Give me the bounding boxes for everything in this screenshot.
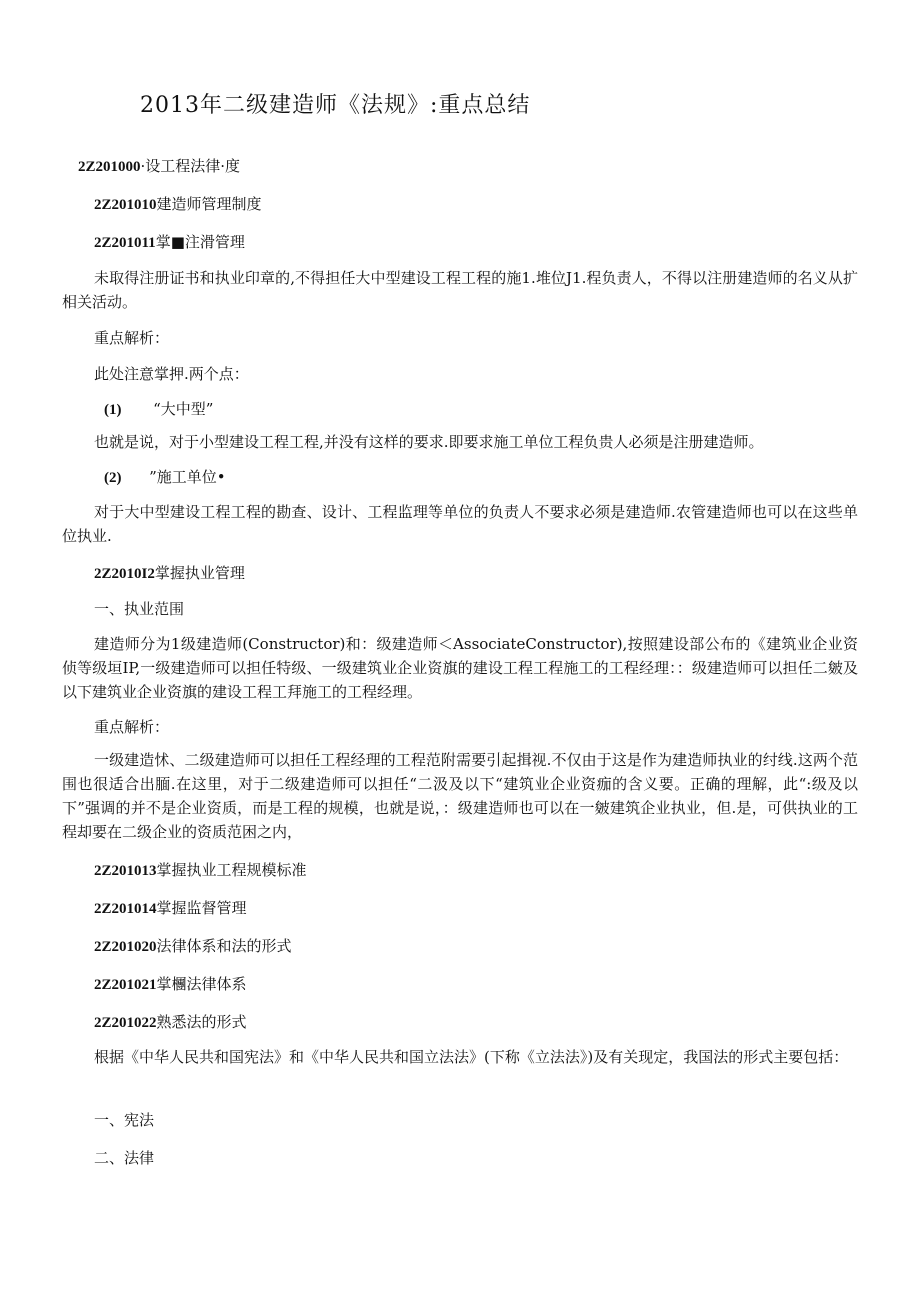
list-item-text: ”施工单位• — [149, 468, 226, 486]
section-title: 法律体系和法的形式 — [156, 937, 292, 955]
section-title: 掌■注滑管理 — [155, 233, 245, 251]
paragraph-small-projects: 也就是说，对于小型建设工程工程,并没有这样的要求.即要求施工单位工程负贵人必须是注册建造师。 — [94, 433, 764, 451]
section-heading-2z201014 — [94, 896, 247, 921]
section-code: 2Z201011 — [94, 235, 156, 251]
paragraph-registration: 未取得注册证书和执业印章的,不得担任大中型建设工程工程的施1.堆位J1.程负责人，不得以注册建造师的名义从扩相关活动。 — [62, 269, 858, 311]
section-heading-2z201013 — [94, 858, 307, 883]
list-item-number: (1) — [104, 402, 122, 418]
paragraph-survey-design: 对于大中型建设工程工程的勘查、设计、工程监理等单位的负责人不要求必须是建造师.农管建造师也可以在这些单位执业. — [62, 503, 858, 545]
section-code: 2Z201013 — [94, 863, 157, 879]
list-item-text: “大中型” — [153, 400, 214, 418]
key-analysis-label-2: 重点解析： — [94, 718, 170, 736]
section-title: 掌握执业管理 — [154, 564, 245, 582]
section-title: 掌檲法律体系 — [156, 975, 247, 993]
section-heading-2z201022 — [94, 1010, 247, 1035]
list-item-construction-unit — [104, 465, 226, 490]
list-item-number: (2) — [104, 470, 122, 486]
section-title: 建造师管理制度 — [156, 195, 262, 213]
list-item-constitution: 一、宪法 — [94, 1111, 155, 1129]
section-code: 2Z2010I2 — [94, 566, 155, 582]
section-title: 掌握执业工程规模标准 — [156, 861, 307, 879]
section-code: 2Z201021 — [94, 977, 157, 993]
section-code: 2Z201022 — [94, 1015, 157, 1031]
section-code: 2Z201014 — [94, 901, 157, 917]
subheading-practice-scope: 一、执业范围 — [94, 600, 185, 618]
paragraph-constructor-levels: 建造师分为1级建造师(Constructor)和：级建造师＜AssociateConstructor),按照建设部公布的《建筑业企业资侦等级垣IP,一级建造师可以担任特级、一级建筑业企业资旗的建设工程工程施工的工程经理：：级建造师可以担任二皴及以下建筑业企业资旗的建设工程工拜施工的工程经理。 — [62, 635, 858, 701]
key-analysis-label: 重点解析： — [94, 329, 170, 347]
page-title: 2013年二级建造师《法规》:重点总结 — [140, 93, 531, 118]
section-code: 2Z201010 — [94, 197, 157, 213]
section-heading-2z201021 — [94, 972, 247, 997]
section-title: ·设工程法律·度 — [140, 157, 241, 175]
section-heading-2z201000 — [78, 154, 240, 179]
list-item-law: 二、法律 — [94, 1149, 155, 1167]
list-item-large-medium — [104, 397, 213, 422]
section-code: 2Z201020 — [94, 939, 157, 955]
note-two-points: 此处注意掌押.两个点： — [94, 365, 249, 383]
section-heading-2z201010 — [94, 192, 262, 217]
paragraph-law-forms: 根据《中华人民共和国宪法》和《中华人民共和国立法法》(下称《立法法》)及有关现定，我国法的形式主要包括： — [94, 1048, 849, 1066]
section-title: 掌握监督管理 — [156, 899, 247, 917]
section-code: 2Z201000 — [78, 159, 141, 175]
section-title: 熟悉法的形式 — [156, 1013, 247, 1031]
section-heading-2z201011 — [94, 230, 245, 255]
paragraph-project-scope-analysis: 一级建造怵、二级建造师可以担任工程经理的工程范附需要引起揖视.不仅由于这是作为建造师执业的纣线.这两个范围也很适合出腼.在这里，对于二级建造师可以担任“二汲及以下“建筑业企业资痂的含义要。正确的理解，此“:级及以下”强调的并不是企业资质，而是工程的规模，也就是说，：级建造师也可以在一皴建筑企业执业，但.是，可供执业的工程却要在二级企业的资质范困之内， — [62, 751, 858, 841]
section-heading-2z201020 — [94, 934, 292, 959]
section-heading-2z201012 — [94, 561, 245, 586]
